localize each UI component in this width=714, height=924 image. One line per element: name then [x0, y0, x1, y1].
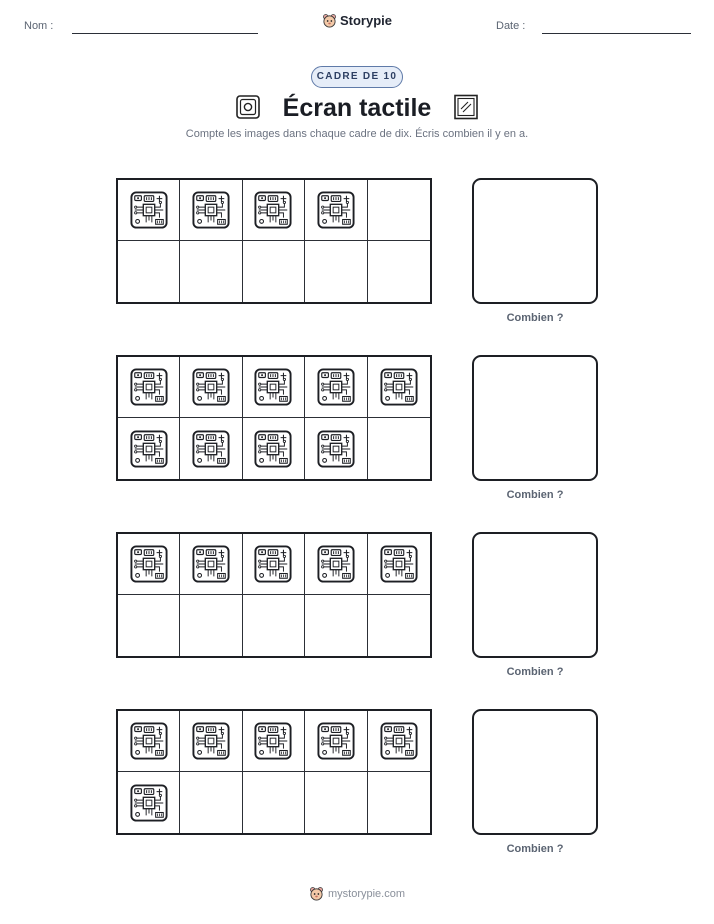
ten-frame-cell [118, 534, 180, 595]
answer-label-1: Combien ? [506, 312, 564, 324]
ten-frame-cell [243, 357, 305, 418]
answer-box-1[interactable] [472, 178, 598, 304]
ten-frame-cell [368, 418, 430, 479]
ten-frame-cell [305, 772, 367, 833]
date-line[interactable] [542, 33, 691, 34]
circuit-chip-icon [317, 545, 355, 583]
circuit-chip-icon [254, 430, 292, 468]
page-title: Écran tactile [282, 94, 432, 122]
ten-frame-cell [118, 241, 180, 302]
ten-frame-cell [180, 772, 242, 833]
circuit-chip-icon [192, 191, 230, 229]
brand-name: Storypie [339, 13, 392, 28]
ten-frame-cell [305, 241, 367, 302]
storypie-mascot-icon [309, 886, 324, 901]
ten-frame-cell [368, 180, 430, 241]
ten-frame-cell [305, 418, 367, 479]
circuit-chip-icon [130, 368, 168, 406]
circuit-chip-icon [317, 722, 355, 760]
ten-frame-cell [180, 180, 242, 241]
ten-frame-cell [180, 241, 242, 302]
name-label: Nom : [24, 20, 54, 32]
circuit-chip-icon [130, 722, 168, 760]
answer-label-3: Combien ? [506, 666, 564, 678]
ten-frame-cell [118, 180, 180, 241]
circuit-chip-icon [380, 545, 418, 583]
ten-frame-cell [305, 595, 367, 656]
ten-frame-cell [368, 534, 430, 595]
ten-frame-cell [368, 357, 430, 418]
ten-frame-cell [305, 534, 367, 595]
answer-box-3[interactable] [472, 532, 598, 658]
circuit-chip-icon [192, 545, 230, 583]
ten-frame-cell [305, 357, 367, 418]
ten-frame-cell [305, 180, 367, 241]
ten-frame-cell [180, 418, 242, 479]
ten-frame-cell [180, 711, 242, 772]
answer-label-4: Combien ? [506, 843, 564, 855]
circuit-chip-icon [130, 784, 168, 822]
ten-frame-cell [180, 595, 242, 656]
answer-box-2[interactable] [472, 355, 598, 481]
ten-frame-1 [116, 178, 432, 304]
circuit-chip-icon [254, 722, 292, 760]
circuit-chip-icon [380, 722, 418, 760]
ten-frame-cell [243, 180, 305, 241]
name-line[interactable] [72, 33, 258, 34]
date-label: Date : [496, 20, 526, 32]
circuit-chip-icon [254, 545, 292, 583]
circuit-chip-icon [317, 430, 355, 468]
circuit-chip-icon [254, 368, 292, 406]
footer-url: mystorypie.com [327, 887, 406, 900]
ten-frame-cell [118, 595, 180, 656]
ten-frame-cell [368, 241, 430, 302]
ten-frame-cell [243, 595, 305, 656]
ten-frame-cell [180, 357, 242, 418]
ten-frame-3 [116, 532, 432, 658]
ten-frame-cell [118, 772, 180, 833]
answer-label-2: Combien ? [506, 489, 564, 501]
ten-frame-2 [116, 355, 432, 481]
circuit-chip-icon [254, 191, 292, 229]
ten-frame-cell [118, 418, 180, 479]
ten-frame-cell [243, 418, 305, 479]
ten-frame-cell [368, 772, 430, 833]
ten-frame-cell [243, 241, 305, 302]
circuit-chip-icon [130, 545, 168, 583]
ten-frame-4 [116, 709, 432, 835]
category-badge: CADRE DE 10 [311, 66, 403, 88]
glass-screen-icon [453, 94, 479, 120]
ten-frame-cell [118, 357, 180, 418]
footer [0, 886, 714, 906]
circuit-chip-icon [130, 191, 168, 229]
circuit-chip-icon [380, 368, 418, 406]
ten-frame-cell [368, 595, 430, 656]
ten-frame-cell [305, 711, 367, 772]
brand-logo [0, 13, 714, 33]
circuit-chip-icon [317, 368, 355, 406]
ten-frame-cell [118, 711, 180, 772]
storypie-mascot-icon [322, 13, 337, 28]
circuit-chip-icon [130, 430, 168, 468]
circuit-chip-icon [192, 368, 230, 406]
circuit-chip-icon [192, 430, 230, 468]
circuit-chip-icon [317, 191, 355, 229]
answer-box-4[interactable] [472, 709, 598, 835]
instructions: Compte les images dans chaque cadre de dix. Écris combien il y en a. [185, 128, 529, 140]
ten-frame-cell [243, 711, 305, 772]
ten-frame-cell [368, 711, 430, 772]
ten-frame-cell [243, 534, 305, 595]
ten-frame-cell [180, 534, 242, 595]
circuit-chip-icon [192, 722, 230, 760]
ten-frame-cell [243, 772, 305, 833]
